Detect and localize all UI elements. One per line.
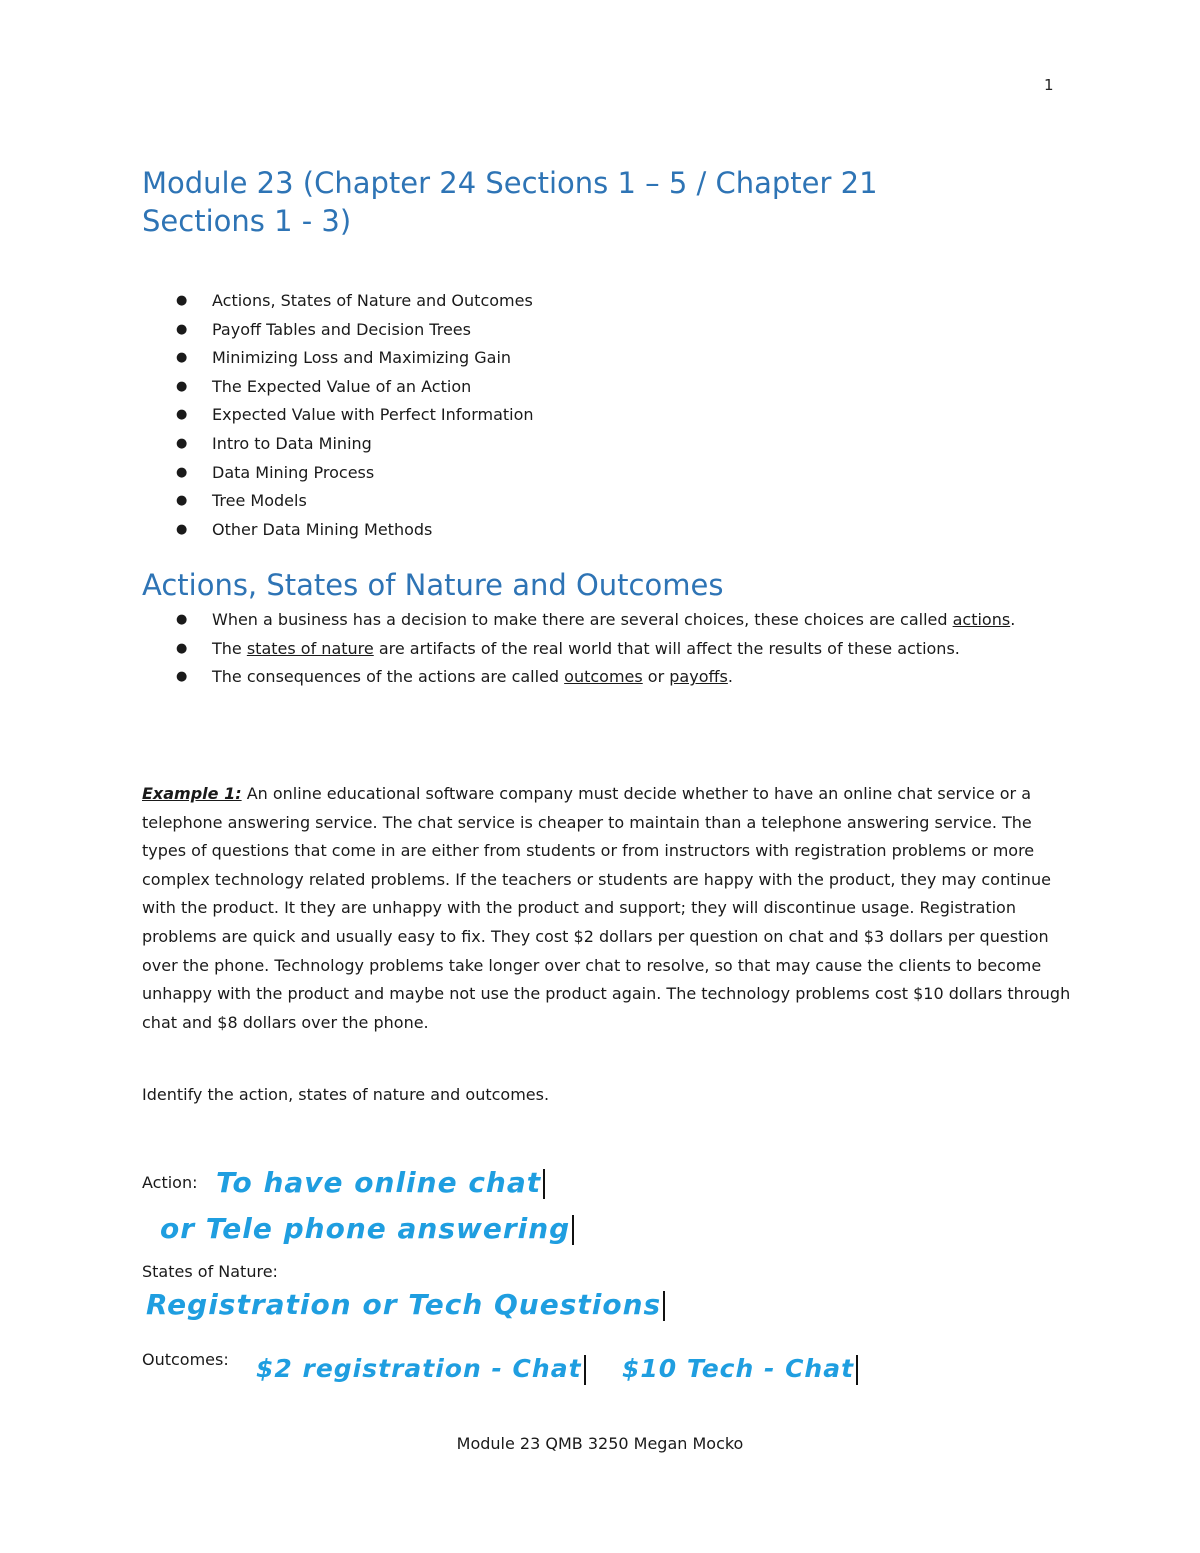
- bullet-icon: ●: [176, 493, 188, 509]
- text-cursor: [572, 1215, 574, 1245]
- text-cursor: [543, 1169, 545, 1199]
- example-label: Example 1:: [142, 784, 242, 803]
- topic-item: ● Minimizing Loss and Maximizing Gain: [176, 344, 534, 373]
- handwritten-action-line1: To have online chat: [216, 1166, 545, 1199]
- topic-list: [176, 287, 534, 544]
- term-outcomes: outcomes: [564, 667, 643, 687]
- bullet-icon: ●: [176, 293, 188, 308]
- example-paragraph: [142, 780, 1072, 1037]
- term-payoffs: payoffs: [669, 667, 728, 687]
- example-text: An online educational software company must decide whether to have an online chat service or a telephone answering service. The chat service is cheaper to maintain than a telephone answering service. The types of questions that come in are either from students or from instructors with registration problems or more complex technology related problems. If the teachers or students are happy with the product, they may continue with the product. It they are unhappy with the product and support; they will discontinue usage. Registration problems are quick and usually easy to fix. They cost $2 dollars per question on chat and $3 dollars per question over the phone. Technology problems take longer over chat to resolve, so that may cause the clients to become unhappy with the product and maybe not use the product again. The technology problems cost $10 dollars through chat and $8 dollars over the phone.: [142, 784, 1071, 1032]
- page-footer: Module 23 QMB 3250 Megan Mocko: [456, 1434, 744, 1453]
- states-of-nature-label: States of Nature:: [142, 1262, 278, 1281]
- section-heading: Actions, States of Nature and Outcomes: [142, 568, 724, 602]
- bullet-icon: ●: [176, 464, 188, 480]
- handwritten-outcome-2: $10 Tech - Chat: [622, 1354, 858, 1385]
- topic-item: ● Payoff Tables and Decision Trees: [176, 316, 534, 345]
- handwritten-action-line2: or Tele phone answering: [160, 1212, 574, 1245]
- term-actions: actions: [952, 610, 1011, 629]
- topic-item: ● Data Mining Process: [176, 459, 534, 488]
- bullet-icon: ●: [176, 435, 188, 451]
- definition-list: [176, 606, 1036, 692]
- handwritten-outcome-1: $2 registration - Chat: [256, 1354, 586, 1385]
- bullet-icon: ●: [176, 321, 188, 337]
- text-cursor: [584, 1355, 586, 1385]
- definition-item: ● When a business has a decision to make there are several choices, these choices are called actions.: [176, 606, 1036, 635]
- topic-item: ● Actions, States of Nature and Outcomes: [176, 287, 534, 316]
- outcomes-label: Outcomes:: [142, 1350, 229, 1369]
- definition-item: ● The consequences of the actions are called outcomes or payoffs.: [176, 663, 1036, 692]
- topic-item: ● Expected Value with Perfect Information: [176, 401, 534, 430]
- bullet-icon: ●: [176, 407, 188, 423]
- topic-item: ● Tree Models: [176, 487, 534, 516]
- handwritten-states-answer: Registration or Tech Questions: [146, 1288, 665, 1321]
- module-title: Module 23 (Chapter 24 Sections 1 – 5 / Chapter 21 Sections 1 - 3): [142, 166, 878, 238]
- bullet-icon: ●: [176, 612, 188, 627]
- term-states-of-nature: states of nature: [246, 638, 374, 658]
- text-cursor: [856, 1355, 858, 1385]
- bullet-icon: ●: [176, 640, 188, 656]
- page-number: 1: [1044, 76, 1054, 94]
- text-cursor: [663, 1291, 665, 1321]
- topic-item: ● The Expected Value of an Action: [176, 373, 534, 402]
- bullet-icon: ●: [176, 350, 188, 366]
- bullet-icon: ●: [176, 521, 188, 537]
- topic-item: ● Intro to Data Mining: [176, 430, 534, 459]
- identify-prompt: Identify the action, states of nature and outcomes.: [142, 1085, 550, 1104]
- bullet-icon: ●: [176, 378, 188, 394]
- bullet-icon: ●: [176, 669, 188, 685]
- action-label: Action:: [142, 1173, 198, 1192]
- definition-item: ● The states of nature are artifacts of the real world that will affect the results of these actions.: [176, 635, 1036, 664]
- topic-item: ● Other Data Mining Methods: [176, 516, 534, 545]
